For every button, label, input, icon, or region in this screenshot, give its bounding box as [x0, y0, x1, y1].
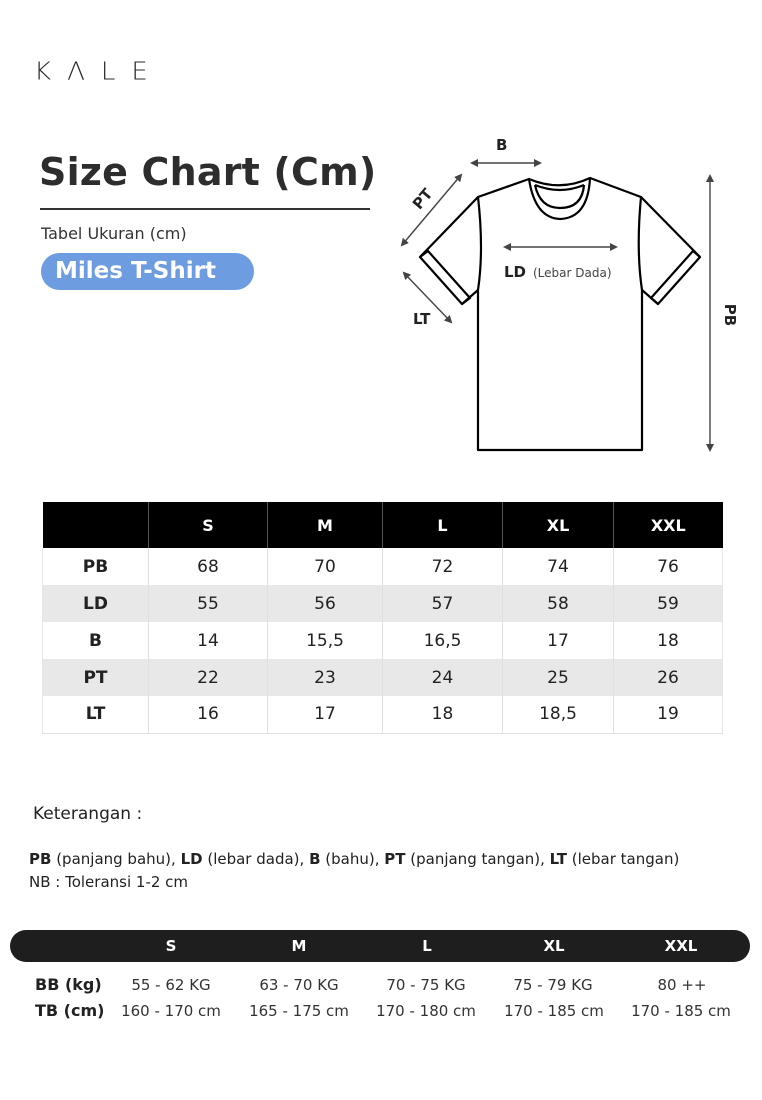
- logo-letter: L: [100, 57, 132, 87]
- fit-cell: 63 - 70 KG: [259, 976, 339, 994]
- legend-desc: (lebar dada),: [202, 850, 310, 868]
- table-cell: 57: [383, 585, 503, 622]
- fit-row-height: [0, 999, 762, 1023]
- page-title: Size Chart (Cm): [39, 150, 377, 194]
- fit-column-m: M: [291, 937, 307, 955]
- table-cell: 58: [503, 585, 614, 622]
- label-lt: LT: [413, 310, 431, 328]
- brand-logo: [34, 58, 164, 87]
- fit-cell: 170 - 180 cm: [376, 1002, 476, 1020]
- table-cell: 56: [268, 585, 383, 622]
- fit-column-xl: XL: [543, 937, 565, 955]
- table-cell: 55: [149, 585, 268, 622]
- table-cell: 17: [503, 622, 614, 659]
- legend-code: LD: [180, 850, 203, 868]
- table-cell: 16: [149, 696, 268, 733]
- table-cell: 72: [383, 548, 503, 585]
- table-cell: 17: [268, 696, 383, 733]
- row-label: LD: [43, 585, 149, 622]
- fit-cell: 75 - 79 KG: [513, 976, 593, 994]
- table-cell: 26: [614, 659, 723, 696]
- product-name-badge: Miles T-Shirt: [41, 253, 254, 290]
- table-cell: 68: [149, 548, 268, 585]
- tolerance-note: NB : Toleransi 1-2 cm: [29, 873, 189, 891]
- title-divider: [40, 208, 370, 210]
- column-header-xxl: XXL: [614, 502, 723, 548]
- table-cell: 25: [503, 659, 614, 696]
- fit-cell: 55 - 62 KG: [131, 976, 211, 994]
- table-cell: 15,5: [268, 622, 383, 659]
- fit-row-label: TB (cm): [35, 1001, 105, 1020]
- table-row: [43, 548, 723, 585]
- legend-desc: (bahu),: [320, 850, 385, 868]
- label-ld: LD: [504, 263, 527, 281]
- tshirt-outline-icon: [390, 120, 762, 460]
- label-b: B: [496, 136, 508, 154]
- fit-column-xxl: XXL: [664, 937, 698, 955]
- column-header-m: M: [268, 502, 383, 548]
- legend-desc: (panjang bahu),: [51, 850, 181, 868]
- table-cell: 14: [149, 622, 268, 659]
- label-pt: PT: [408, 185, 437, 213]
- row-label: PT: [43, 659, 149, 696]
- table-cell: 18: [614, 622, 723, 659]
- page-subtitle: Tabel Ukuran (cm): [41, 224, 187, 243]
- fit-cell: 70 - 75 KG: [386, 976, 466, 994]
- tshirt-measurement-diagram: [390, 120, 762, 460]
- table-cell: 24: [383, 659, 503, 696]
- table-cell: 59: [614, 585, 723, 622]
- legend-code: B: [309, 850, 321, 868]
- logo-letter: E: [131, 57, 164, 87]
- abbreviation-legend: [29, 850, 679, 868]
- legend-desc: (panjang tangan),: [405, 850, 550, 868]
- table-cell: 16,5: [383, 622, 503, 659]
- label-ld-desc: (Lebar Dada): [533, 266, 612, 280]
- fit-cell: 160 - 170 cm: [121, 1002, 221, 1020]
- fit-row-weight: [0, 973, 762, 997]
- table-row: [43, 622, 723, 659]
- table-cell: 70: [268, 548, 383, 585]
- table-cell: 76: [614, 548, 723, 585]
- fit-table-header: [10, 930, 750, 962]
- table-cell: 19: [614, 696, 723, 733]
- fit-cell: 80 ++: [657, 976, 707, 994]
- fit-row-label: BB (kg): [35, 975, 102, 994]
- table-row: [43, 585, 723, 622]
- table-cell: 74: [503, 548, 614, 585]
- row-label: PB: [43, 548, 149, 585]
- table-row: [43, 696, 723, 733]
- column-header-s: S: [149, 502, 268, 548]
- legend-desc: (lebar tangan): [566, 850, 680, 868]
- column-header-xl: XL: [503, 502, 614, 548]
- fit-cell: 165 - 175 cm: [249, 1002, 349, 1020]
- legend-code: LT: [549, 850, 567, 868]
- table-header-row: [43, 502, 723, 548]
- fit-cell: 170 - 185 cm: [504, 1002, 604, 1020]
- row-label: B: [43, 622, 149, 659]
- column-header-l: L: [383, 502, 503, 548]
- table-cell: 18,5: [503, 696, 614, 733]
- table-cell: 18: [383, 696, 503, 733]
- row-label: LT: [43, 696, 149, 733]
- fit-column-s: S: [165, 937, 177, 955]
- logo-letter: Λ: [67, 57, 101, 87]
- fit-column-l: L: [422, 937, 432, 955]
- size-chart-table: [42, 502, 723, 734]
- table-cell: 23: [268, 659, 383, 696]
- legend-code: PB: [29, 850, 52, 868]
- notes-heading: Keterangan :: [33, 804, 143, 824]
- logo-letter: K: [34, 57, 68, 87]
- legend-code: PT: [384, 850, 406, 868]
- table-row: [43, 659, 723, 696]
- column-header: [43, 502, 149, 548]
- label-pb: PB: [721, 303, 740, 327]
- table-cell: 22: [149, 659, 268, 696]
- fit-cell: 170 - 185 cm: [631, 1002, 731, 1020]
